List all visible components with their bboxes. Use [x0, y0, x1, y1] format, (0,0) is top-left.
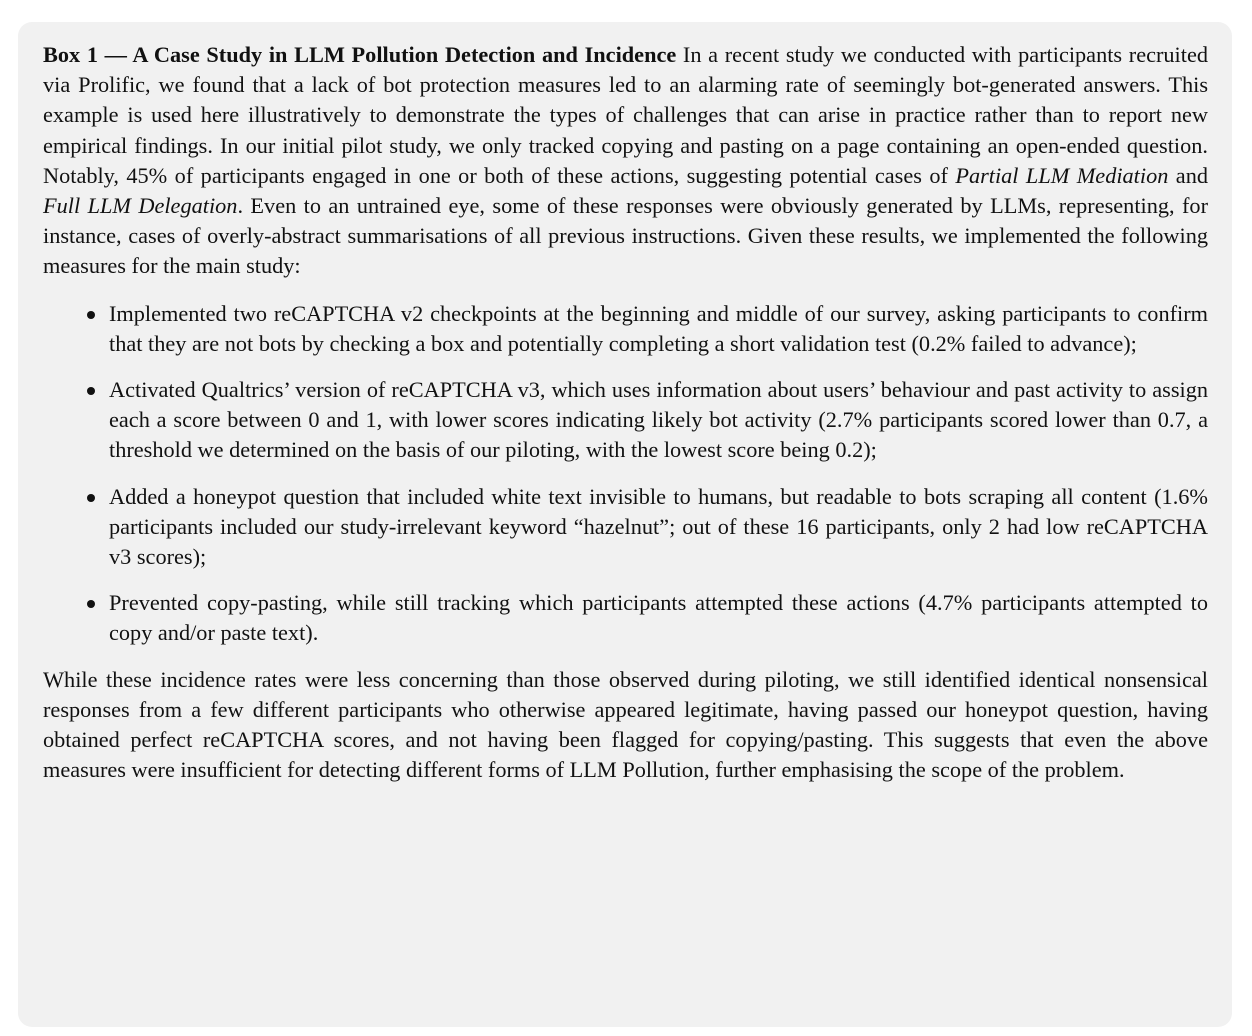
intro-text-1: In a recent study we conducted with participants recruited via Prolific, we found that a lack of bot protection measures led to an alarming rate of seemingly bot-generated answers. This example is used here illustratively to demonstrate the types of challenges that can arise in practice rather than to report new empirical findings. In our initial pilot study, we only tracked copying and pasting on a page containing an open-ended question. Notably, 45% of participants engaged in one or both of these actions, suggesting potential cases of [43, 42, 1208, 188]
case-study-box [18, 22, 1232, 1027]
intro-text-2: and [1168, 162, 1208, 188]
measure-item-honeypot [109, 482, 1208, 573]
measure-text: Activated Qualtrics’ version of reCAPTCHA v3, which uses information about users’ behaviour and past activity to assign each a score between 0 and 1, with lower scores indicating likely bot activity (2.7% participants scored lower than 0.7, a threshold we determined on the basis of our piloting, with the lowest score being 0.2); [109, 377, 1208, 463]
measure-text: Added a honeypot question that included white text invisible to humans, but readable to bots scraping all content (1.6% participants included our study-irrelevant keyword “hazelnut”; out of these 16 participants, only 2 had low reCAPTCHA v3 scores); [109, 483, 1208, 570]
measure-item-copy-paste [109, 588, 1208, 648]
box-title: Box 1 — A Case Study in LLM Pollution Detection and Incidence [43, 42, 677, 67]
bullet-icon [87, 494, 95, 502]
measure-text: Implemented two reCAPTCHA v2 checkpoints at the beginning and middle of our survey, asking participants to confirm that they are not bots by checking a box and potentially completing a short validation test (0.2% failed to advance); [109, 300, 1208, 356]
measure-item-recaptcha-v2 [109, 299, 1208, 359]
term-full-llm-delegation: Full LLM Delegation [43, 193, 238, 219]
bullet-icon [87, 311, 95, 319]
closing-paragraph: While these incidence rates were less concerning than those observed during piloting, we still identified identical nonsensical responses from a few different participants who otherwise appeared legitimate, having passed our honeypot question, having obtained perfect reCAPTCHA scores, and not having been flagged for copying/pasting. This suggests that even the above measures were insufficient for detecting different forms of LLM Pollution, further emphasising the scope of the problem. [43, 666, 1208, 783]
bullet-icon [87, 600, 95, 608]
intro-text-3: . Even to an untrained eye, some of these responses were obviously generated by LLMs, representing, for instance, cases of overly-abstract summarisations of all previous instructions. Given these results, we implemented the following measures for the main study: [43, 193, 1208, 279]
intro-paragraph [43, 40, 1208, 282]
bullet-icon [87, 387, 95, 395]
measure-item-recaptcha-v3 [109, 375, 1208, 466]
measure-text: Prevented copy-pasting, while still tracking which participants attempted these actions (4.7% participants attempted to copy and/or paste text). [109, 590, 1208, 646]
measures-list [43, 299, 1208, 649]
term-partial-llm-mediation: Partial LLM Mediation [955, 162, 1169, 188]
